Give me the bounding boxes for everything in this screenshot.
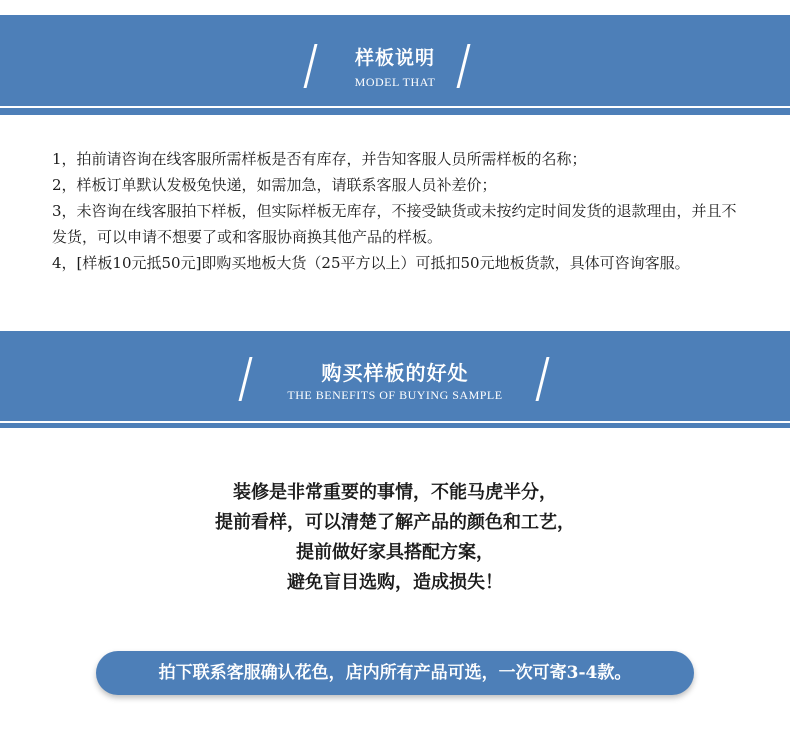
rule-item: 3，未咨询在线客服拍下样板，但实际样板无库存，不接受缺货或未按约定时间发货的退款理由，并且不发货，可以申请不想要了或和客服协商换其他产品的样板。 (52, 202, 737, 246)
benefits-subtitle: THE BENEFITS OF BUYING SAMPLE (287, 388, 503, 402)
benefits-banner-divider (0, 421, 790, 423)
benefit-line: 装修是非常重要的事情，不能马虎半分， (233, 482, 557, 503)
contact-service-button[interactable]: 拍下联系客服确认花色，店内所有产品可选，一次可寄3-4款。 (96, 651, 694, 695)
sample-info-subtitle: MODEL THAT (354, 75, 436, 89)
benefit-line: 避免盲目选购，造成损失！ (287, 572, 503, 593)
benefit-line: 提前看样，可以清楚了解产品的颜色和工艺， (215, 512, 575, 533)
benefits-title: 购买样板的好处 (321, 361, 469, 385)
sample-info-title: 样板说明 (354, 47, 435, 69)
rule-item: 1，拍前请咨询在线客服所需样板是否有库存，并告知客服人员所需样板的名称； (52, 150, 587, 168)
rule-item: 2，样板订单默认发极兔快递，如需加急，请联系客服人员补差价； (52, 176, 497, 194)
sample-info-banner-divider (0, 106, 790, 108)
sample-rules-list (52, 146, 742, 276)
benefit-line: 提前做好家具搭配方案， (296, 542, 494, 563)
benefits-list (0, 478, 790, 598)
rule-item: 4，[样板10元抵50元]即购买地板大货（25平方以上）可抵扣50元地板货款，具体可咨询客服。 (52, 254, 690, 272)
